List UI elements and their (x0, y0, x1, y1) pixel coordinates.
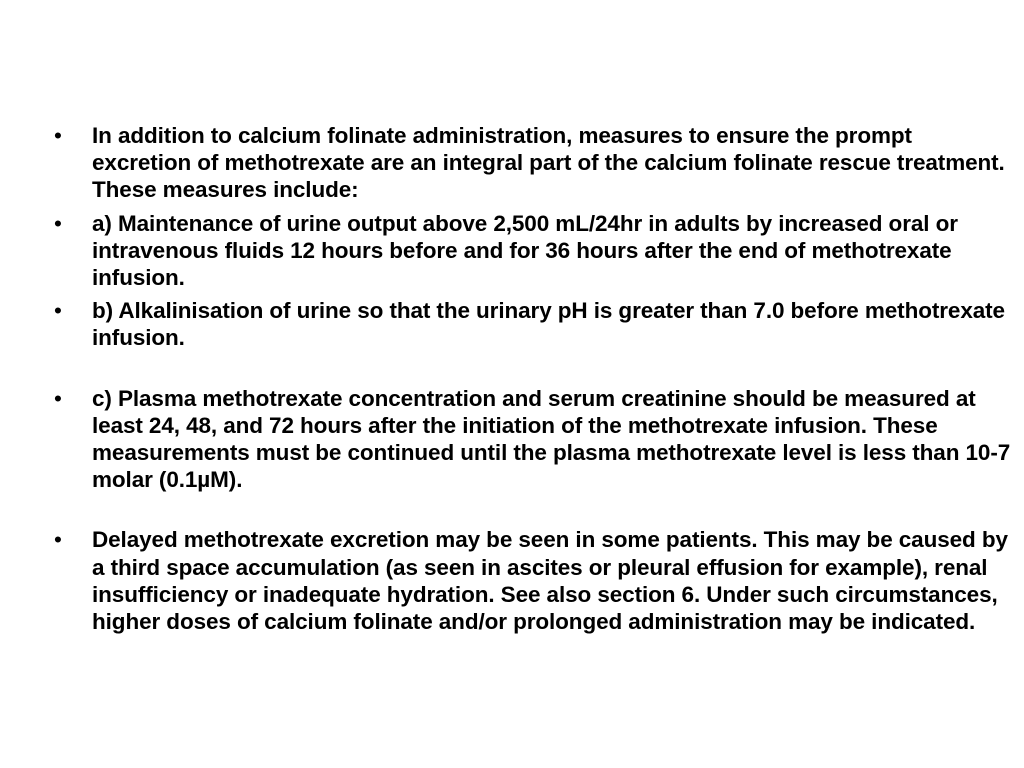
bullet-text: Delayed methotrexate excretion may be seen in some patients. This may be caused by a third space accumulation (as seen in ascites or pleural effusion for example), renal insufficiency or inadequate hydration. See also section 6. Under such circumstances, higher doses of calcium folinate and/or prolonged administration may be indicated. (92, 527, 1008, 635)
bullet-dot-icon: • (54, 123, 62, 148)
bullet-list (52, 122, 1017, 635)
bullet-dot-icon: • (54, 385, 62, 411)
bullet-item (52, 122, 1017, 204)
bullet-text: b) Alkalinisation of urine so that the urinary pH is greater than 7.0 before methotrexate infusion. (92, 298, 1005, 351)
bullet-dot-icon: • (54, 298, 62, 324)
bullet-dot-icon: • (54, 527, 62, 553)
bullet-dot-icon: • (54, 210, 62, 236)
bullet-item (52, 210, 1017, 292)
bullet-item (52, 526, 1017, 635)
bullet-text: In addition to calcium folinate administration, measures to ensure the prompt excretion of methotrexate are an integral part of the calcium folinate rescue treatment. These measures include: (92, 123, 1005, 203)
bullet-item (52, 297, 1017, 351)
bullet-text: c) Plasma methotrexate concentration and serum creatinine should be measured at least 24, 48, and 72 hours after the initiation of the methotrexate infusion. These measurements must be continued until the plasma methotrexate level is less than 10-7 molar (0.1µM). (92, 385, 1011, 493)
bullet-item (52, 385, 1017, 494)
bullet-text: a) Maintenance of urine output above 2,500 mL/24hr in adults by increased oral or intravenous fluids 12 hours before and for 36 hours after the end of methotrexate infusion. (92, 210, 958, 291)
